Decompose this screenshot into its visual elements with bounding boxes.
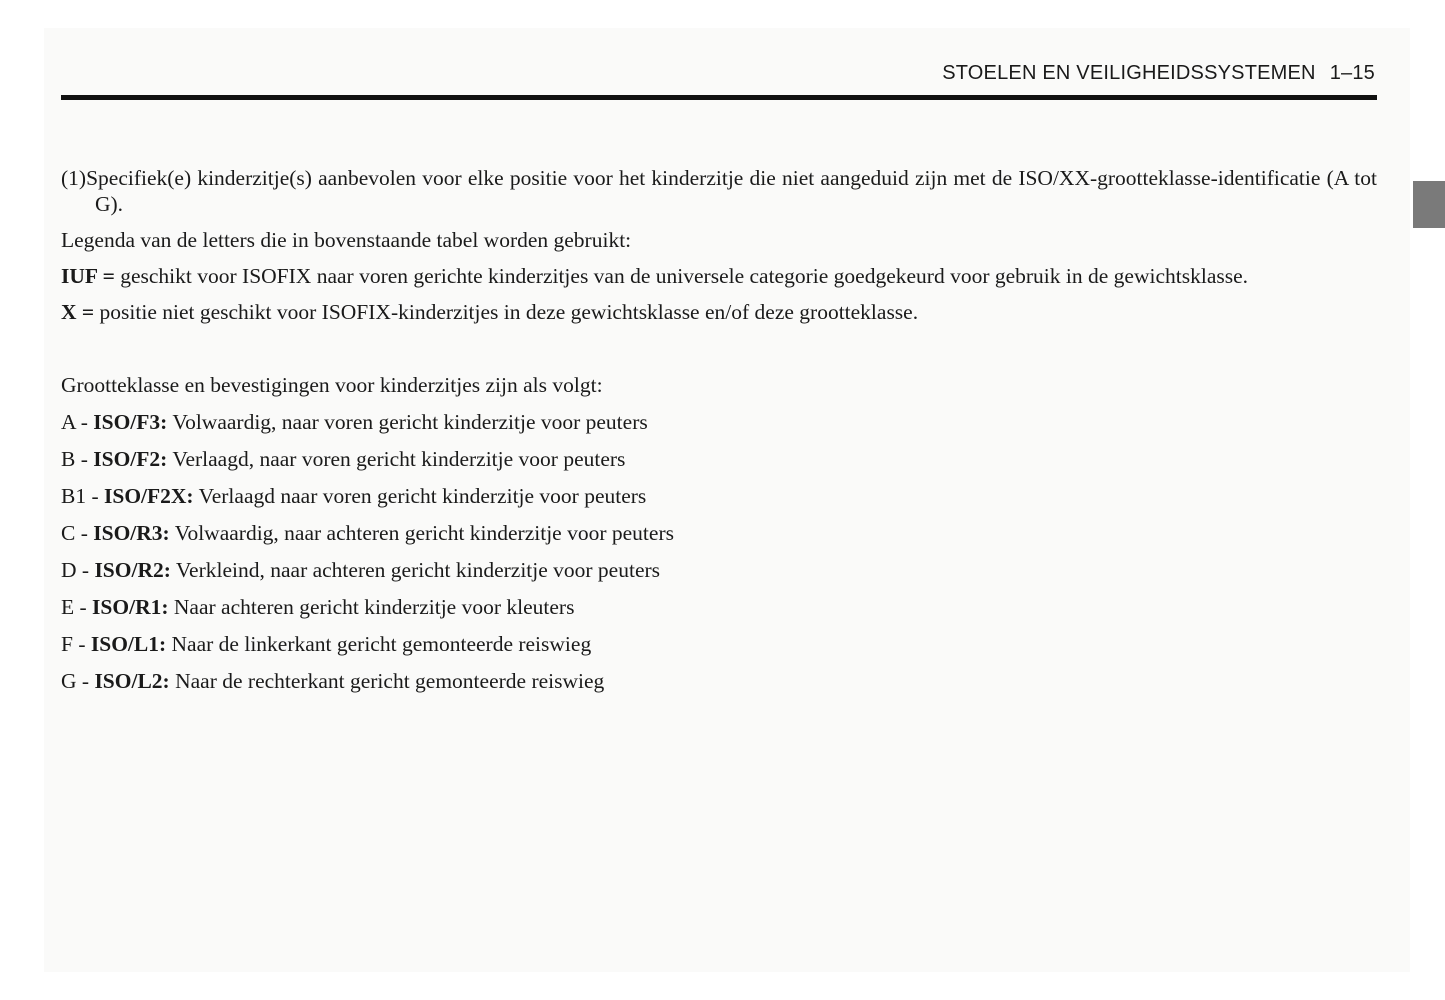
page-number: 1–15: [1329, 62, 1375, 84]
size-class-prefix: E -: [61, 595, 93, 619]
page-body: [61, 165, 1377, 705]
size-class-prefix: B1 -: [61, 484, 104, 508]
size-class-prefix: F -: [61, 632, 91, 656]
size-class-desc: Verlaagd naar voren gericht kinderzitje voor peuters: [193, 484, 647, 508]
size-class-prefix: C -: [61, 521, 94, 545]
legend-iuf-term: IUF =: [61, 264, 115, 288]
size-class-g: [61, 668, 1377, 694]
header-rule: [61, 95, 1377, 100]
size-class-code: ISO/F2:: [93, 447, 168, 471]
size-class-f: [61, 631, 1377, 657]
size-classes-intro: Grootteklasse en bevestigingen voor kinderzitjes zijn als volgt:: [61, 373, 603, 397]
size-class-c: [61, 520, 1377, 546]
size-class-b: [61, 446, 1377, 472]
size-class-a: [61, 409, 1377, 435]
size-class-desc: Verkleind, naar achteren gericht kinderzitje voor peuters: [170, 558, 661, 582]
running-header: [942, 62, 1375, 85]
size-class-code: ISO/L1:: [90, 632, 167, 656]
chapter-thumb-tab: [1413, 181, 1445, 228]
size-class-code: ISO/L2:: [94, 669, 170, 693]
size-class-e: [61, 594, 1377, 620]
size-class-prefix: G -: [61, 669, 95, 693]
size-class-desc: Naar de linkerkant gericht gemonteerde reiswieg: [166, 632, 592, 656]
legend-title: Legenda van de letters die in bovenstaande tabel worden gebruikt:: [61, 228, 632, 252]
legend-iuf-text: geschikt voor ISOFIX naar voren gerichte kinderzitjes van de universele categorie goedgekeurd voor gebruik in de gewichtsklasse.: [114, 264, 1249, 288]
size-class-b1: [61, 483, 1377, 509]
size-class-code: ISO/R2:: [94, 558, 171, 582]
size-class-prefix: D -: [61, 558, 95, 582]
section-title: STOELEN EN VEILIGHEIDSSYSTEMEN: [942, 62, 1316, 84]
size-class-code: ISO/F2X:: [104, 484, 194, 508]
size-class-code: ISO/F3:: [93, 410, 168, 434]
legend-iuf: [61, 263, 1377, 289]
size-class-desc: Volwaardig, naar achteren gericht kinderzitje voor peuters: [169, 521, 674, 545]
size-class-prefix: A -: [61, 410, 94, 434]
size-class-desc: Volwaardig, naar voren gericht kinderzitje voor peuters: [167, 410, 648, 434]
legend-x-text: positie niet geschikt voor ISOFIX-kinderzitjes in deze gewichtsklasse en/of deze grootteklasse.: [94, 300, 919, 324]
size-class-desc: Naar achteren gericht kinderzitje voor kleuters: [168, 595, 575, 619]
size-class-prefix: B -: [61, 447, 94, 471]
legend-x-term: X =: [61, 300, 95, 324]
size-class-code: ISO/R1:: [92, 595, 169, 619]
footnote-1: (1)Specifiek(e) kinderzitje(s) aanbevolen voor elke positie voor het kinderzitje die niet aangeduid zijn met de ISO/XX-grootteklasse-identificatie (A tot G).: [61, 166, 1377, 216]
size-class-d: [61, 557, 1377, 583]
size-class-desc: Naar de rechterkant gericht gemonteerde reiswieg: [169, 669, 605, 693]
legend-x: [61, 299, 1377, 325]
size-class-desc: Verlaagd, naar voren gericht kinderzitje voor peuters: [167, 447, 626, 471]
size-class-code: ISO/R3:: [93, 521, 170, 545]
